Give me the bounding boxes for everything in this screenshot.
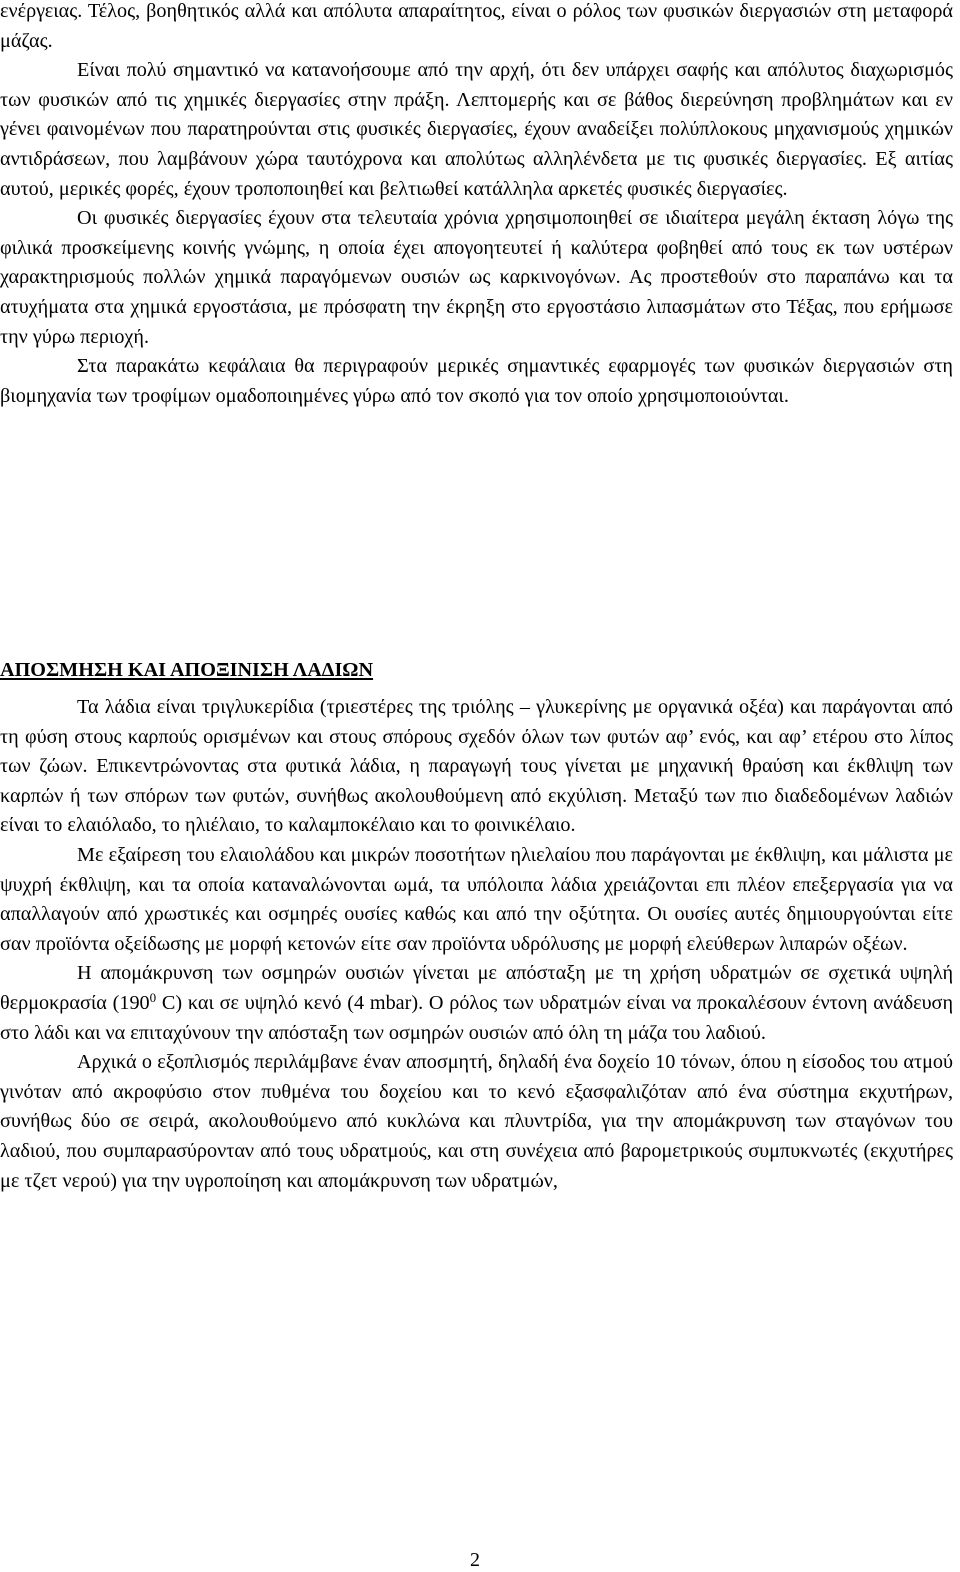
section-text xyxy=(0,693,953,1196)
paragraph-separation: Είναι πολύ σημαντικό να κατανοήσουμε από την αρχή, ότι δεν υπάρχει σαφής και απόλυτος διαχωρισμός των φυσικών από τις χημικές διεργασίες στην πράξη. Λεπτομερής και σε βάθος διερεύνηση προβλημάτων και εν γένει φαινομένων που παρατηρούνται στις φυσικές διεργασίες, έχουν αναδείξει πολύπλοκους μηχανισμούς χημικών αντιδράσεων, που λαμβάνουν χώρα ταυτόχρονα και απολύτως αλληλένδετα με τις φυσικές διεργασίες. Εξ αιτίας αυτού, μερικές φορές, έχουν τροποποιηθεί και βελτιωθεί κατάλληλα αρκετές φυσικές διεργασίες. xyxy=(0,59,953,200)
odour-removal-text-start: Η απομάκρυνση των οσμηρών ουσιών γίνεται με απόσταξη με τη χρήση υδρατμών σε σχετικά υψηλή θερμοκρασία (190 xyxy=(0,962,953,1014)
degree-superscript: 0 xyxy=(149,989,157,1005)
section-heading: ΑΠΟΣΜΗΣΗ ΚΑΙ ΑΠΟΞΙΝΙΣΗ ΛΑΔΙΩΝ xyxy=(0,659,374,681)
paragraph-odour-removal xyxy=(0,959,953,1048)
paragraph-further-processing: Με εξαίρεση του ελαιολάδου και μικρών ποσοτήτων ηλιελαίου που παράγονται με έκθλιψη, και μάλιστα με ψυχρή έκθλιψη, και τα οποία καταναλώνονται ωμά, τα υπόλοιπα λάδια χρειάζονται επι πλέον επεξεργασία για να απαλλαγούν από χρωστικές και οσμηρές ουσίες καθώς και από την οξύτητα. Οι ουσίες αυτές δημιουργούνται είτε σαν προϊόντα οξείδωσης με μορφή κετονών είτε σαν προϊόντα υδρόλυσης με μορφή ελεύθερων λιπαρών οξέων. xyxy=(0,843,953,955)
paragraph-equipment: Αρχικά ο εξοπλισμός περιλάμβανε έναν αποσμητή, δηλαδή ένα δοχείο 10 τόνων, όπου η είσοδος του ατμού γινόταν από ακροφύσιο στον πυθμένα του δοχείου και το κενό εξασφαλιζόταν από ένα σύστημα εκχυτήρων, συνήθως δύο σε σειρά, ακολουθούμενο από κυκλώνα και πλυντρίδα, για την απομάκρυνση των σταγόνων του λαδιού, που συμπαρασύρονταν από τους υδρατμούς, και στη συνέχεια από βαρομετρικούς συμπυκνωτές (εκχυτήρες με τζετ νερού) για την υγροποίηση και απομάκρυνση των υδρατμών, xyxy=(0,1051,953,1192)
intro-text xyxy=(0,0,953,411)
paragraph-chapters-overview: Στα παρακάτω κεφάλαια θα περιγραφούν μερικές σημαντικές εφαρμογές των φυσικών διεργασιών στη βιομηχανία των τροφίμων ομαδοποιημένες γύρω από τον σκοπό για τον οποίο χρησιμοποιούνται. xyxy=(0,355,953,407)
paragraph-physical-processes: Οι φυσικές διεργασίες έχουν στα τελευταία χρόνια χρησιμοποιηθεί σε ιδιαίτερα μεγάλη έκταση λόγω της φιλικά προσκείμενης κοινής γνώμης, η οποία έχει απογοητευτεί ή καλύτερα φοβηθεί από τους εκ των υστέρων χαρακτηρισμούς πολλών χημικά παραγόμενων ουσιών ως καρκινογόνων. Ας προστεθούν στο παραπάνω και τα ατυχήματα στα χημικά εργοστάσια, με πρόσφατη την έκρηξη στο εργοστάσιο λιπασμάτων στο Τέξας, που ερήμωσε την γύρω περιοχή. xyxy=(0,207,953,348)
odour-removal-text-end: C) και σε υψηλό κενό (4 mbar). Ο ρόλος των υδρατμών είναι να προκαλέσουν έντονη ανάδευση στο λάδι και να επιταχύνουν την απόσταξη των οσμηρών ουσιών από όλη τη μάζα του λαδιού. xyxy=(0,991,954,1044)
paragraph-intro-continuation: ενέργειας. Τέλος, βοηθητικός αλλά και απόλυτα απαραίτητος, είναι ο ρόλος των φυσικών διεργασιών στη μεταφορά μάζας. xyxy=(0,0,953,52)
page-number: 2 xyxy=(470,1549,480,1571)
paragraph-oils-definition: Τα λάδια είναι τριγλυκερίδια (τριεστέρες της τριόλης – γλυκερίνης με οργανικά οξέα) και παράγονται από τη φύση στους καρπούς ορισμένων και στους σπόρους σχεδόν όλων των φυτών αφ’ ενός, και αφ’ ετέρου στο λίπος των ζώων. Επικεντρώνοντας στα φυτικά λάδια, η παραγωγή τους γίνεται με μηχανική θραύση και έκθλιψη των καρπών ή των σπόρων των φυτών, συνήθως ακολουθούμενη από εκχύλιση. Μεταξύ των πιο διαδεδομένων λαδιών είναι το ελαιόλαδο, το ηλιέλαιο, το καλαμποκέλαιο και το φοινικέλαιο. xyxy=(0,696,953,837)
